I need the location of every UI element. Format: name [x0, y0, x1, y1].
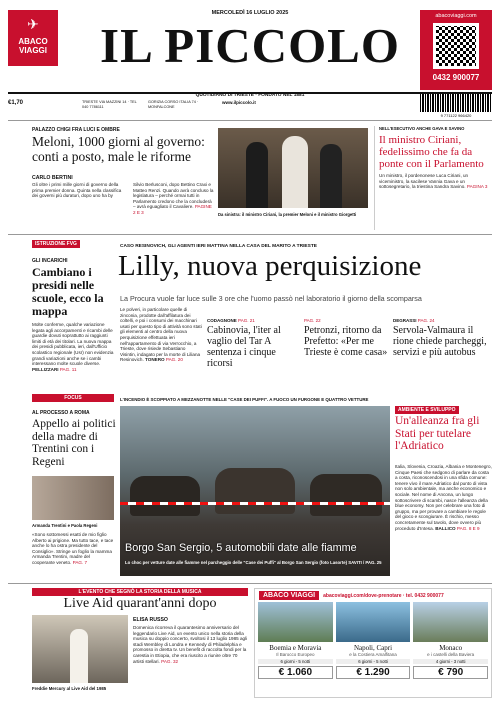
- singer-figure: [70, 629, 88, 683]
- top-story-headline[interactable]: Meloni, 1000 giorni al governo: conti a posto, male le riforme: [32, 134, 205, 164]
- ad-abaco-left[interactable]: [8, 10, 58, 66]
- divider-bottom: [8, 583, 492, 584]
- right-story-body-text: Un ministro, il pordenonese Luca Ciriani, un viceministro, la sacilese Vannia Gava e un sottosegretario, la triestina Sandra Savino.: [379, 173, 469, 190]
- bottom-kicker: L'EVENTO CHE SEGNÒ LA STORIA DELLA MUSICA: [32, 588, 248, 596]
- focus-body: [32, 532, 114, 566]
- ad-left-line2: VIAGGI: [18, 46, 47, 55]
- center-kicker: CASO RESINOVICH, GLI AGENTI IERI MATTINA NELLA CASA DEL MARITO A TRIESTE: [120, 244, 317, 249]
- fire-caption: Lo choc per vetture date alle fiamme nel parcheggio delle "Case dei Puffi" al Borgo San Sergio (foto Lasorte) SAVITI / PAG. 25: [125, 560, 382, 565]
- trentini-photo: [32, 476, 114, 520]
- burned-car-1: [130, 476, 200, 516]
- person-left: [246, 142, 268, 208]
- right-col-body: [395, 464, 492, 531]
- focus-ref[interactable]: PAG. 7: [72, 559, 88, 565]
- center-text1: [120, 307, 202, 363]
- right-story-box: [374, 126, 492, 230]
- divider-top: [8, 120, 492, 121]
- ad-header: [255, 589, 491, 602]
- section-ambiente: AMBIENTE E SVILUPPO: [395, 406, 459, 414]
- ad-abaco-right[interactable]: [420, 10, 492, 90]
- qr-code-icon: [433, 23, 479, 69]
- fire-kicker: L'INCENDIO È SCOPPIATO A MEZZANOTTE NELLE "CASE DEI PUFFI". A FUOCO UN FURGONE E QUATTRO VETTURE: [120, 397, 369, 402]
- meloni-photo: [218, 128, 368, 208]
- focus-headline[interactable]: Appello ai politici della madre di Trentini con i Regeni: [32, 418, 116, 468]
- trip-list: [255, 602, 491, 679]
- left-author: PELLIZZARI: [32, 366, 59, 372]
- left-headline[interactable]: Cambiano i presidi nelle scuole, ecco la mappa: [32, 265, 104, 318]
- right-col-ref[interactable]: PAG. 8 E 9: [456, 525, 480, 531]
- s1-headline: Cabinovia, l'iter al vaglio del Tar A sentenza i cinque ricorsi: [207, 325, 281, 369]
- bottom-ad[interactable]: [254, 588, 492, 698]
- person-center: [282, 136, 308, 208]
- top-story-col2-ref[interactable]: PAGINE 2 E 3: [133, 204, 212, 215]
- bottom-author: ELISA RUSSO: [133, 617, 168, 623]
- trip-desc: e i castelli della Baviera: [427, 652, 475, 657]
- bottom-body-text: Domenica ricorreva il quarantesimo anniversario del leggendario Live Aid, un evento unico nella storia della musica su doppio concerto, svoltosi il 13 luglio 1985 agli stadi Wembley di Londra e Kennedy di Philadelphia e promosso in diretta tv. Un benefit di raccolta fondi per la carestia in Etiopia, che era riuscito a riunire oltre 70 artisti stellari.: [133, 625, 248, 664]
- left-body-text: Molte conferme, qualche variazione legata agli accorpamenti e ricambi delle guardie dovuti soprattutto ai raggiunti limiti di età dei titolari. La nuova mappa dei presidi pubblicata, ieri, dall'Ufficio scolastico regionale (Usr) non evidenzia grandi variazioni anche se i cambi interessano molte scuole diverse.: [32, 322, 114, 367]
- newspaper-title: IL PICCOLO: [100, 18, 400, 73]
- meloni-photo-caption: Da sinistra: il ministro Ciriani, la premier Meloni e il ministro Giorgetti: [218, 212, 357, 217]
- police-tape: [120, 502, 390, 505]
- top-story-kicker: PALAZZO CHIGI FRA LUCI E OMBRE: [32, 127, 120, 133]
- trip-days: 6 giorni - 5 notti: [258, 659, 333, 664]
- ad-url: abacoviaggi.com/dove-prenotare · tel. 0432 900077: [323, 592, 444, 599]
- bottom-ref[interactable]: PAG. 32: [161, 658, 179, 664]
- right-story-ref[interactable]: PAGINA 3: [466, 184, 488, 190]
- bottom-headline[interactable]: Live Aid quarant'anni dopo: [63, 596, 217, 611]
- right-story-kicker: NELL'ESECUTIVO ANCHE GAVA E SAVINO: [379, 126, 465, 131]
- sub-story-3[interactable]: [393, 318, 492, 358]
- s2-headline: Petronzi, ritorno da Prefetto: «Per me Trieste è come casa»: [304, 325, 388, 358]
- divider-mid: [8, 234, 492, 235]
- ad-logo: ABACO VIAGGI: [259, 591, 319, 600]
- price: €1,70: [8, 100, 24, 106]
- center-text1-author: TONERO: [145, 357, 165, 363]
- center-text1-ref[interactable]: PAG. 20: [165, 357, 183, 363]
- barcode-number: 9 771122 966420: [440, 113, 472, 118]
- live-aid-caption: Freddie Mercury al Live Aid del 1985: [32, 686, 107, 691]
- center-headline[interactable]: Lilly, nuova perquisizione: [118, 250, 422, 282]
- ad-right-phone: 0432 900077: [432, 73, 480, 82]
- sub-story-2[interactable]: [304, 318, 388, 358]
- top-story-col2-text: Silvio Berlusconi, dopo Bettino Craxi e Matteo Renzi. Quando avrà concluso la legislatura – perché ormai tutti in Parlamento credono che la concluderà – avrà eguagliato il Cavaliere.: [133, 182, 214, 210]
- left-ref[interactable]: PAG. 11: [59, 366, 77, 372]
- focus-kicker: AL PROCESSO A ROMA: [32, 410, 90, 416]
- right-col-headline[interactable]: Un'alleanza fra gli Stati per tutelare l'Adriatico: [395, 415, 480, 452]
- section-istruzione: ISTRUZIONE FVG: [32, 240, 80, 248]
- trip-name: Napoli, Capri: [353, 644, 393, 652]
- s3-headline: Servola-Valmaura il rione chiede parcheggi, servizi e più autobus: [393, 325, 487, 358]
- trip-desc: Il Barocco Europeo: [276, 652, 315, 657]
- right-col-author: BALLICO: [435, 525, 456, 531]
- sub-story-1[interactable]: [207, 318, 299, 369]
- top-story-col1: Gli oltre i primi mille giorni di governo della prima premier donna. Quinta nella classifica dei governi più duraturi, dopo uno ha by: [32, 182, 122, 199]
- person-right: [320, 144, 342, 208]
- bottom-body: [133, 625, 249, 664]
- s3-kicker: DEGRASSI: [393, 318, 417, 323]
- section-focus: FOCUS: [32, 394, 114, 402]
- trip-photo: [336, 602, 411, 642]
- trip-price: € 790: [413, 666, 488, 679]
- s3-ref: PAG. 24: [417, 318, 435, 323]
- trip-price: € 1.290: [336, 666, 411, 679]
- center-subhead: La Procura vuole far luce sulle 3 ore che l'uomo passò nel laboratorio il giorno della scomparsa: [120, 294, 422, 303]
- top-story-author: CARLO BERTINI: [32, 175, 73, 181]
- fire-headline[interactable]: Borgo San Sergio, 5 automobili date alle fiamme: [125, 542, 357, 554]
- trip-photo: [258, 602, 333, 642]
- trip-days: 4 giorni - 3 notti: [413, 659, 488, 664]
- gorizia-info: GORIZIA CORSO ITALIA 74 · MONFALCONE: [148, 100, 199, 109]
- trieste-info: TRIESTE VIA MAZZINI 14 · TEL 040 7786111: [82, 100, 137, 109]
- live-aid-photo: [32, 615, 128, 683]
- s1-ref: PAG. 21: [238, 318, 255, 323]
- burned-car-3: [310, 474, 382, 516]
- trip-card[interactable]: [258, 602, 333, 679]
- trip-photo: [413, 602, 488, 642]
- ad-right-site: abacoviaggi.com: [435, 13, 477, 19]
- right-story-body: [379, 173, 492, 190]
- trip-name: Boemia e Moravia: [269, 644, 322, 652]
- abaco-logo-icon: ✈: [27, 16, 39, 32]
- trip-name: Monaco: [439, 644, 463, 652]
- trentini-caption: Armanda Trentini e Paola Regeni: [32, 523, 98, 528]
- focus-body-text: «Sono sottomessi esatti de mio figlio Alberto ai prigione. Ma tutto tace, e tace anche lo ha ostra presidente del Consiglio». Stringe un foglio la mamma Armanda Trentini, madre del cooperante veneto.: [32, 532, 114, 565]
- trip-card[interactable]: [413, 602, 488, 679]
- right-story-headline[interactable]: Il ministro Ciriani, fedelissimo che fa da ponte con il Parlamento: [379, 134, 484, 170]
- fire-ref[interactable]: PAG. 25: [365, 560, 382, 565]
- trip-price: € 1.060: [258, 666, 333, 679]
- issue-date: MERCOLEDÌ 16 LUGLIO 2025: [211, 10, 289, 16]
- masthead-subtitle: QUOTIDIANO DI TRIESTE · FONDATO NEL 1881: [195, 93, 305, 98]
- s1-kicker: CODAGNONE: [207, 318, 237, 323]
- trip-days: 6 giorni - 5 notti: [336, 659, 411, 664]
- left-body: [32, 322, 114, 372]
- s2-ref: PAG. 22: [304, 318, 321, 323]
- left-kicker: GLI INCARICHI: [32, 258, 68, 264]
- website[interactable]: www.ilpiccolo.it: [222, 100, 256, 105]
- right-col-body-text: Italia, Slovenia, Croazia, Albania e Montenegro, Cinque Paesi che sedgono di parlare da costa a costa, riconoscendosi in una sfida comune: tenere vivo il mare Adriatico dal punto di vista non solo ambientale, ma anche economico e sociale. Nel nome di Ancona, un lungo sottoscrivere di scambi, nasce l'alleanza della blue economy. Non per celebrare una foto di gruppo, ma per provare a cambiare le regole del gioco e scongiurare. È rischio, messo concretamente sul tavolo, dove ovvero più proceduto d'Intesa.: [395, 464, 492, 531]
- ad-left-line1: ABACO: [18, 37, 48, 46]
- burned-car-2: [215, 468, 295, 514]
- trip-desc: e la Costiera Amalfitana: [349, 652, 397, 657]
- fire-caption-text: Lo choc per vetture date alle fiamme nel parcheggio delle "Case dei Puffi" al Borgo San Sergio (foto Lasorte) SAVITI: [125, 560, 362, 565]
- trip-card[interactable]: [336, 602, 411, 679]
- top-story-col2: [133, 182, 215, 216]
- center-text1-body: Le polveri, in particolare quelle di zinconia, prodotte dall'affilatura dei coltelli, e poi i consumi dei macchinari usati per questo tipo di attività sono stati gli elementi al centro della nuova perquisizione effettuata ieri nell'appartamento di via Verrocchio, a Trieste, dove risiede Sebastiano Visintin, indagato per la morte di Liliana Resinovich.: [120, 307, 202, 363]
- barcode: [420, 94, 492, 112]
